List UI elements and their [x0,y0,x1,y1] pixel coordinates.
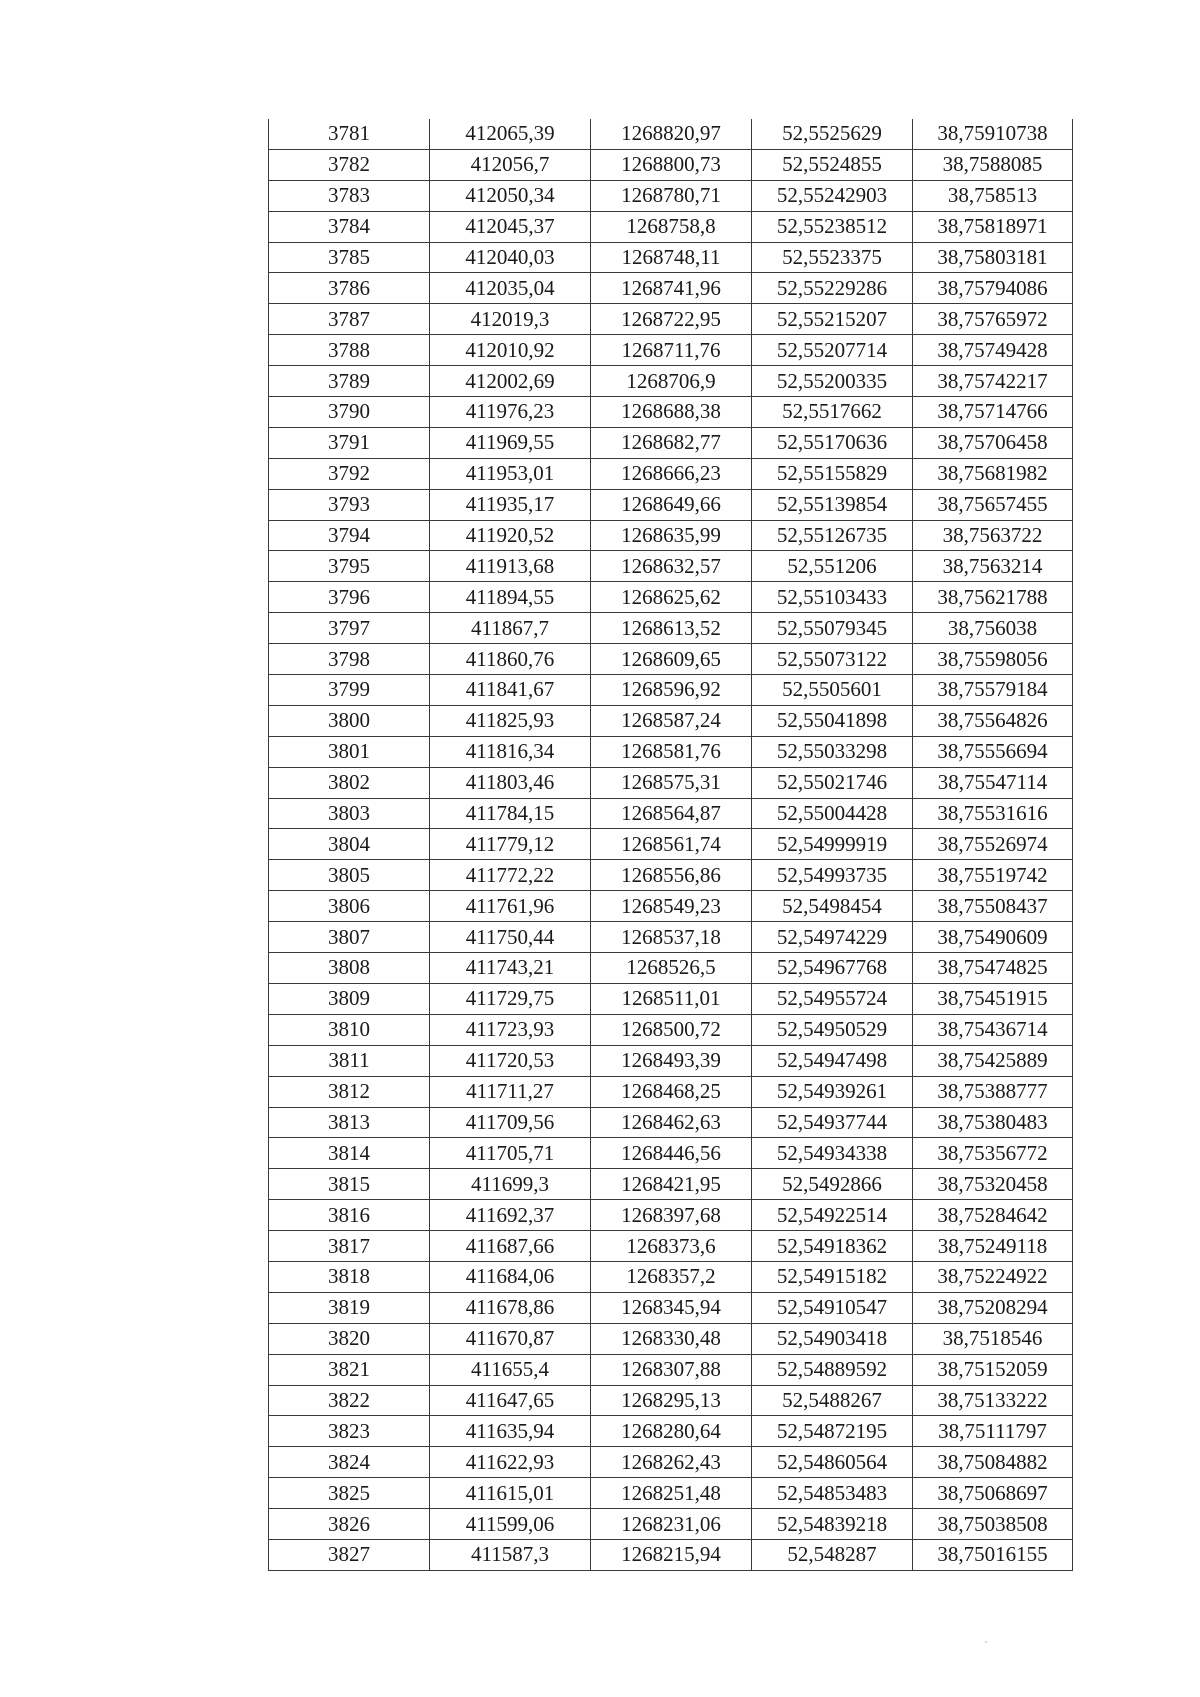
latitude-cell: 52,54939261 [752,1076,913,1107]
point-number-cell: 3792 [269,458,430,489]
y-coordinate-cell: 1268373,6 [591,1231,752,1262]
latitude-cell: 52,54915182 [752,1261,913,1292]
y-coordinate-cell: 1268780,71 [591,180,752,211]
y-coordinate-cell: 1268748,11 [591,242,752,273]
point-number-cell: 3809 [269,983,430,1014]
point-number-cell: 3824 [269,1447,430,1478]
x-coordinate-cell: 411743,21 [430,953,591,984]
latitude-cell: 52,54872195 [752,1416,913,1447]
scan-speck [985,1641,987,1643]
latitude-cell: 52,55073122 [752,644,913,675]
latitude-cell: 52,55004428 [752,798,913,829]
x-coordinate-cell: 411647,65 [430,1385,591,1416]
longitude-cell: 38,75742217 [913,366,1073,397]
x-coordinate-cell: 411587,3 [430,1539,591,1570]
point-number-cell: 3786 [269,273,430,304]
point-number-cell: 3791 [269,427,430,458]
latitude-cell: 52,55215207 [752,304,913,335]
longitude-cell: 38,75436714 [913,1014,1073,1045]
longitude-cell: 38,75249118 [913,1231,1073,1262]
longitude-cell: 38,75208294 [913,1292,1073,1323]
y-coordinate-cell: 1268446,56 [591,1138,752,1169]
y-coordinate-cell: 1268820,97 [591,119,752,149]
y-coordinate-cell: 1268215,94 [591,1539,752,1570]
latitude-cell: 52,54967768 [752,953,913,984]
table-row [269,1200,1073,1231]
point-number-cell: 3789 [269,366,430,397]
x-coordinate-cell: 411784,15 [430,798,591,829]
point-number-cell: 3825 [269,1478,430,1509]
longitude-cell: 38,75621788 [913,582,1073,613]
point-number-cell: 3827 [269,1539,430,1570]
longitude-cell: 38,7518546 [913,1323,1073,1354]
y-coordinate-cell: 1268800,73 [591,149,752,180]
coordinates-table [268,119,1073,1571]
table-row [269,953,1073,984]
y-coordinate-cell: 1268280,64 [591,1416,752,1447]
longitude-cell: 38,756038 [913,613,1073,644]
point-number-cell: 3826 [269,1509,430,1540]
point-number-cell: 3787 [269,304,430,335]
table-row [269,119,1073,149]
longitude-cell: 38,75706458 [913,427,1073,458]
longitude-cell: 38,75388777 [913,1076,1073,1107]
longitude-cell: 38,75519742 [913,860,1073,891]
table-row [269,1138,1073,1169]
point-number-cell: 3822 [269,1385,430,1416]
latitude-cell: 52,54889592 [752,1354,913,1385]
point-number-cell: 3800 [269,705,430,736]
table-row [269,767,1073,798]
y-coordinate-cell: 1268613,52 [591,613,752,644]
y-coordinate-cell: 1268330,48 [591,1323,752,1354]
table-row [269,1323,1073,1354]
x-coordinate-cell: 411976,23 [430,397,591,428]
table-row [269,335,1073,366]
y-coordinate-cell: 1268500,72 [591,1014,752,1045]
point-number-cell: 3805 [269,860,430,891]
table-row [269,551,1073,582]
latitude-cell: 52,54937744 [752,1107,913,1138]
y-coordinate-cell: 1268231,06 [591,1509,752,1540]
longitude-cell: 38,75016155 [913,1539,1073,1570]
point-number-cell: 3804 [269,829,430,860]
longitude-cell: 38,75084882 [913,1447,1073,1478]
latitude-cell: 52,54974229 [752,922,913,953]
x-coordinate-cell: 411953,01 [430,458,591,489]
x-coordinate-cell: 411860,76 [430,644,591,675]
longitude-cell: 38,75356772 [913,1138,1073,1169]
point-number-cell: 3813 [269,1107,430,1138]
table-row [269,1539,1073,1570]
x-coordinate-cell: 411969,55 [430,427,591,458]
y-coordinate-cell: 1268722,95 [591,304,752,335]
latitude-cell: 52,5525629 [752,119,913,149]
longitude-cell: 38,75284642 [913,1200,1073,1231]
x-coordinate-cell: 411803,46 [430,767,591,798]
point-number-cell: 3790 [269,397,430,428]
x-coordinate-cell: 411599,06 [430,1509,591,1540]
point-number-cell: 3808 [269,953,430,984]
x-coordinate-cell: 412045,37 [430,211,591,242]
table-row [269,582,1073,613]
point-number-cell: 3823 [269,1416,430,1447]
y-coordinate-cell: 1268307,88 [591,1354,752,1385]
y-coordinate-cell: 1268357,2 [591,1261,752,1292]
longitude-cell: 38,75320458 [913,1169,1073,1200]
x-coordinate-cell: 411670,87 [430,1323,591,1354]
x-coordinate-cell: 412050,34 [430,180,591,211]
y-coordinate-cell: 1268251,48 [591,1478,752,1509]
table-row [269,1354,1073,1385]
latitude-cell: 52,54918362 [752,1231,913,1262]
table-row [269,1416,1073,1447]
y-coordinate-cell: 1268295,13 [591,1385,752,1416]
x-coordinate-cell: 411894,55 [430,582,591,613]
x-coordinate-cell: 411684,06 [430,1261,591,1292]
y-coordinate-cell: 1268706,9 [591,366,752,397]
x-coordinate-cell: 411711,27 [430,1076,591,1107]
x-coordinate-cell: 412056,7 [430,149,591,180]
longitude-cell: 38,75490609 [913,922,1073,953]
table-row [269,1045,1073,1076]
latitude-cell: 52,5517662 [752,397,913,428]
point-number-cell: 3818 [269,1261,430,1292]
table-row [269,829,1073,860]
y-coordinate-cell: 1268682,77 [591,427,752,458]
table-row [269,397,1073,428]
point-number-cell: 3799 [269,675,430,706]
longitude-cell: 38,7563722 [913,520,1073,551]
y-coordinate-cell: 1268262,43 [591,1447,752,1478]
point-number-cell: 3819 [269,1292,430,1323]
point-number-cell: 3796 [269,582,430,613]
point-number-cell: 3797 [269,613,430,644]
latitude-cell: 52,55033298 [752,736,913,767]
y-coordinate-cell: 1268688,38 [591,397,752,428]
table-row [269,366,1073,397]
longitude-cell: 38,75068697 [913,1478,1073,1509]
longitude-cell: 38,75765972 [913,304,1073,335]
latitude-cell: 52,54922514 [752,1200,913,1231]
x-coordinate-cell: 411913,68 [430,551,591,582]
table-row [269,705,1073,736]
latitude-cell: 52,5524855 [752,149,913,180]
x-coordinate-cell: 411841,67 [430,675,591,706]
longitude-cell: 38,75657455 [913,489,1073,520]
longitude-cell: 38,75038508 [913,1509,1073,1540]
x-coordinate-cell: 411655,4 [430,1354,591,1385]
table-row [269,891,1073,922]
point-number-cell: 3794 [269,520,430,551]
table-row [269,180,1073,211]
latitude-cell: 52,55103433 [752,582,913,613]
latitude-cell: 52,5492866 [752,1169,913,1200]
y-coordinate-cell: 1268758,8 [591,211,752,242]
point-number-cell: 3783 [269,180,430,211]
point-number-cell: 3803 [269,798,430,829]
y-coordinate-cell: 1268609,65 [591,644,752,675]
x-coordinate-cell: 411720,53 [430,1045,591,1076]
table-row [269,1014,1073,1045]
point-number-cell: 3801 [269,736,430,767]
table-row [269,149,1073,180]
latitude-cell: 52,54903418 [752,1323,913,1354]
y-coordinate-cell: 1268564,87 [591,798,752,829]
y-coordinate-cell: 1268468,25 [591,1076,752,1107]
point-number-cell: 3811 [269,1045,430,1076]
x-coordinate-cell: 411816,34 [430,736,591,767]
y-coordinate-cell: 1268581,76 [591,736,752,767]
point-number-cell: 3785 [269,242,430,273]
point-number-cell: 3817 [269,1231,430,1262]
longitude-cell: 38,75681982 [913,458,1073,489]
x-coordinate-cell: 411761,96 [430,891,591,922]
table-row [269,1385,1073,1416]
longitude-cell: 38,75133222 [913,1385,1073,1416]
y-coordinate-cell: 1268587,24 [591,705,752,736]
latitude-cell: 52,55079345 [752,613,913,644]
point-number-cell: 3806 [269,891,430,922]
point-number-cell: 3781 [269,119,430,149]
table-row [269,1292,1073,1323]
longitude-cell: 38,75579184 [913,675,1073,706]
x-coordinate-cell: 411687,66 [430,1231,591,1262]
latitude-cell: 52,54853483 [752,1478,913,1509]
x-coordinate-cell: 412065,39 [430,119,591,149]
x-coordinate-cell: 412010,92 [430,335,591,366]
x-coordinate-cell: 411723,93 [430,1014,591,1045]
x-coordinate-cell: 411678,86 [430,1292,591,1323]
x-coordinate-cell: 411622,93 [430,1447,591,1478]
y-coordinate-cell: 1268556,86 [591,860,752,891]
longitude-cell: 38,75224922 [913,1261,1073,1292]
y-coordinate-cell: 1268632,57 [591,551,752,582]
latitude-cell: 52,55139854 [752,489,913,520]
longitude-cell: 38,75547114 [913,767,1073,798]
latitude-cell: 52,54947498 [752,1045,913,1076]
x-coordinate-cell: 411920,52 [430,520,591,551]
latitude-cell: 52,5488267 [752,1385,913,1416]
longitude-cell: 38,75526974 [913,829,1073,860]
latitude-cell: 52,54955724 [752,983,913,1014]
x-coordinate-cell: 412035,04 [430,273,591,304]
table-row [269,1509,1073,1540]
latitude-cell: 52,55155829 [752,458,913,489]
longitude-cell: 38,75818971 [913,211,1073,242]
table-row [269,1447,1073,1478]
table-row [269,1076,1073,1107]
point-number-cell: 3788 [269,335,430,366]
longitude-cell: 38,75451915 [913,983,1073,1014]
latitude-cell: 52,55126735 [752,520,913,551]
x-coordinate-cell: 411779,12 [430,829,591,860]
table-row [269,644,1073,675]
longitude-cell: 38,7563214 [913,551,1073,582]
x-coordinate-cell: 411729,75 [430,983,591,1014]
table-row [269,1169,1073,1200]
point-number-cell: 3798 [269,644,430,675]
point-number-cell: 3784 [269,211,430,242]
y-coordinate-cell: 1268561,74 [591,829,752,860]
table-row [269,736,1073,767]
y-coordinate-cell: 1268345,94 [591,1292,752,1323]
table-row [269,613,1073,644]
point-number-cell: 3807 [269,922,430,953]
longitude-cell: 38,75425889 [913,1045,1073,1076]
longitude-cell: 38,75111797 [913,1416,1073,1447]
longitude-cell: 38,7588085 [913,149,1073,180]
y-coordinate-cell: 1268511,01 [591,983,752,1014]
longitude-cell: 38,75714766 [913,397,1073,428]
longitude-cell: 38,75564826 [913,705,1073,736]
table-row [269,1478,1073,1509]
longitude-cell: 38,75152059 [913,1354,1073,1385]
y-coordinate-cell: 1268493,39 [591,1045,752,1076]
latitude-cell: 52,55229286 [752,273,913,304]
y-coordinate-cell: 1268462,63 [591,1107,752,1138]
table-row [269,1231,1073,1262]
latitude-cell: 52,54999919 [752,829,913,860]
table-row [269,211,1073,242]
point-number-cell: 3821 [269,1354,430,1385]
latitude-cell: 52,551206 [752,551,913,582]
longitude-cell: 38,75794086 [913,273,1073,304]
latitude-cell: 52,55200335 [752,366,913,397]
y-coordinate-cell: 1268526,5 [591,953,752,984]
x-coordinate-cell: 411692,37 [430,1200,591,1231]
y-coordinate-cell: 1268649,66 [591,489,752,520]
latitude-cell: 52,5523375 [752,242,913,273]
table-row [269,1261,1073,1292]
x-coordinate-cell: 411867,7 [430,613,591,644]
table-row [269,489,1073,520]
latitude-cell: 52,54950529 [752,1014,913,1045]
latitude-cell: 52,55242903 [752,180,913,211]
x-coordinate-cell: 411615,01 [430,1478,591,1509]
latitude-cell: 52,54860564 [752,1447,913,1478]
y-coordinate-cell: 1268635,99 [591,520,752,551]
table-row [269,922,1073,953]
longitude-cell: 38,75508437 [913,891,1073,922]
table-row [269,427,1073,458]
x-coordinate-cell: 412019,3 [430,304,591,335]
x-coordinate-cell: 411699,3 [430,1169,591,1200]
x-coordinate-cell: 411709,56 [430,1107,591,1138]
point-number-cell: 3815 [269,1169,430,1200]
latitude-cell: 52,55021746 [752,767,913,798]
latitude-cell: 52,55041898 [752,705,913,736]
point-number-cell: 3810 [269,1014,430,1045]
table-row [269,273,1073,304]
x-coordinate-cell: 412040,03 [430,242,591,273]
longitude-cell: 38,758513 [913,180,1073,211]
point-number-cell: 3820 [269,1323,430,1354]
table-row [269,242,1073,273]
y-coordinate-cell: 1268537,18 [591,922,752,953]
x-coordinate-cell: 411772,22 [430,860,591,891]
x-coordinate-cell: 411705,71 [430,1138,591,1169]
point-number-cell: 3802 [269,767,430,798]
coordinates-table-body [269,119,1073,1570]
x-coordinate-cell: 412002,69 [430,366,591,397]
latitude-cell: 52,55207714 [752,335,913,366]
latitude-cell: 52,55238512 [752,211,913,242]
y-coordinate-cell: 1268625,62 [591,582,752,613]
latitude-cell: 52,548287 [752,1539,913,1570]
table-row [269,675,1073,706]
table-row [269,983,1073,1014]
point-number-cell: 3812 [269,1076,430,1107]
table-row [269,304,1073,335]
latitude-cell: 52,54993735 [752,860,913,891]
table-row [269,1107,1073,1138]
longitude-cell: 38,75531616 [913,798,1073,829]
y-coordinate-cell: 1268549,23 [591,891,752,922]
latitude-cell: 52,5505601 [752,675,913,706]
point-number-cell: 3782 [269,149,430,180]
point-number-cell: 3795 [269,551,430,582]
latitude-cell: 52,54934338 [752,1138,913,1169]
x-coordinate-cell: 411750,44 [430,922,591,953]
longitude-cell: 38,75598056 [913,644,1073,675]
table-row [269,520,1073,551]
latitude-cell: 52,5498454 [752,891,913,922]
y-coordinate-cell: 1268666,23 [591,458,752,489]
y-coordinate-cell: 1268596,92 [591,675,752,706]
y-coordinate-cell: 1268575,31 [591,767,752,798]
y-coordinate-cell: 1268397,68 [591,1200,752,1231]
longitude-cell: 38,75474825 [913,953,1073,984]
x-coordinate-cell: 411935,17 [430,489,591,520]
x-coordinate-cell: 411825,93 [430,705,591,736]
longitude-cell: 38,75556694 [913,736,1073,767]
y-coordinate-cell: 1268421,95 [591,1169,752,1200]
table-row [269,798,1073,829]
table-row [269,860,1073,891]
longitude-cell: 38,75803181 [913,242,1073,273]
longitude-cell: 38,75380483 [913,1107,1073,1138]
y-coordinate-cell: 1268741,96 [591,273,752,304]
table-row [269,458,1073,489]
latitude-cell: 52,54910547 [752,1292,913,1323]
latitude-cell: 52,55170636 [752,427,913,458]
longitude-cell: 38,75749428 [913,335,1073,366]
y-coordinate-cell: 1268711,76 [591,335,752,366]
longitude-cell: 38,75910738 [913,119,1073,149]
x-coordinate-cell: 411635,94 [430,1416,591,1447]
point-number-cell: 3793 [269,489,430,520]
point-number-cell: 3816 [269,1200,430,1231]
latitude-cell: 52,54839218 [752,1509,913,1540]
point-number-cell: 3814 [269,1138,430,1169]
